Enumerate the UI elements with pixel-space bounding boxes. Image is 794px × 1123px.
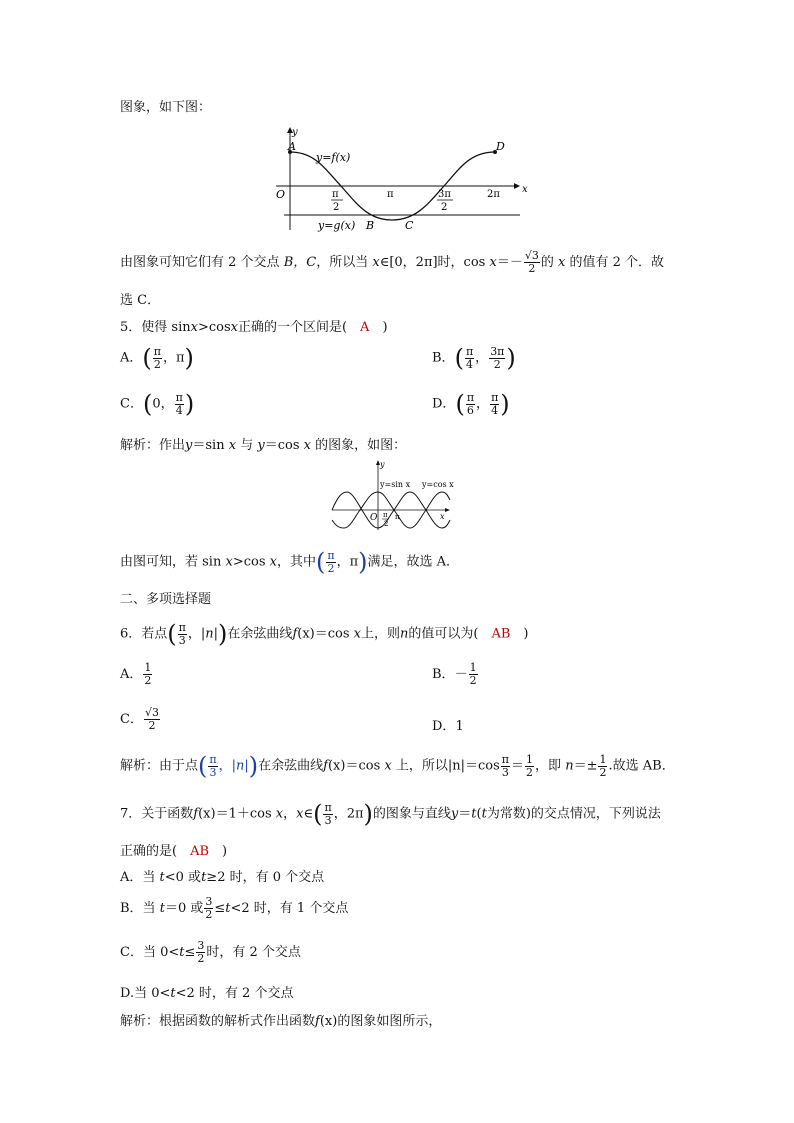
tick-pi: π [395,513,400,521]
var-x: x [558,255,566,270]
text: 由图象可知它们有 2 个交点 [120,255,280,270]
text: ∈[0，2π]时，cos [379,255,486,270]
label-x: x [440,512,445,521]
section-heading: 二、多项选择题 [120,592,212,607]
x-axis-arrow [514,183,520,189]
label-b: B [366,219,375,232]
label-o: O [276,188,286,201]
tick-pi2-num: π [332,189,339,200]
label-y: y [380,460,385,469]
option-7d: D.当 0<t<2 时，有 2 个交点 [120,986,294,1001]
label-x: x [522,184,528,195]
points-bc: B，C [283,255,317,270]
solution-5: 解析：作出y＝sin x 与 y＝cos x 的图象，如图： [120,438,407,453]
question-7: 7．关于函数f(x)＝1＋cos x，x∈( $\frac{\pi}{3}$ ，2π)的图象与直线y＝t(t为常数)的交点情况，下列说法 [120,800,661,828]
var-x: x [372,255,380,270]
answer-6: AB [491,626,511,642]
label-f: y=f(x) [316,151,351,164]
answer-5: A [360,320,370,335]
tick-pi2-den: 2 [333,202,340,213]
answer-7: AB [190,844,210,859]
paragraph-5-conclusion: 由图可知，若 sin x>cos x，其中( $\frac{\pi}{2}$ ，π)满足，故选 A． [120,548,460,576]
var-x: x [489,255,497,270]
option-5c: C．(0， $\frac{\pi}{4}$ ) [120,390,195,418]
text: 的值有 2 个．故 [569,255,665,270]
paragraph-conclusion: 选 C． [120,293,161,308]
question-7-cont: 正确的是( AB ) [120,844,228,859]
solution-7: 解析：根据函数的解析式作出函数f(x)的图象如图所示， [120,1014,442,1029]
option-6d: D．1 [432,719,464,734]
option-7a: A．当 t<0 或t≥2 时，有 0 个交点 [120,870,325,885]
label-y: y [292,127,298,138]
label-cos: y=cos x [422,480,454,489]
option-7c: C．当 0<t≤ $\frac{3}{2}$ 时，有 2 个交点 [120,939,301,965]
option-6b: B．－ $\frac{1}{2}$ [432,661,477,687]
option-5d: D．( $\frac{\pi}{6}$ ， $\frac{\pi}{4}$ ) [432,390,510,418]
tick-3pi2-den: 2 [441,202,448,213]
option-6a: A． $\frac{1}{2}$ [120,661,152,687]
label-d: D [496,140,505,153]
tick-2pi: 2π [487,189,500,200]
label-a: A [288,140,296,153]
tick-pi2-den: 2 [384,520,389,528]
question-5: 5．使得 sinx>cosx正确的一个区间是( A ) [120,320,388,335]
solution-6: 解析：由于点( $\frac{\pi}{3}$ ，|n|)在余弦曲线f(x)＝cos x 上，所以|n|＝cos $\frac{\pi}{3}$ ＝ $\frac{1}{2}$ ，即 n＝± $\frac{1}{2}$ .故选 AB． [120,752,675,780]
label-o: O [370,513,378,523]
text: 的 [540,255,554,270]
option-7b: B．当 t＝0 或 $\frac{3}{2}$ ≤t<2 时，有 1 个交点 [120,895,349,921]
label-g: y=g(x) [318,219,356,232]
text: ，所以当 [316,255,369,270]
label-c: C [405,219,414,232]
tick-pi2-num: π [383,511,388,519]
tick-3pi2-num: 3π [438,189,451,200]
figure-sin-cos-graph [330,458,460,534]
figure-cos-graph [270,122,530,234]
text: ＝－ [496,255,523,270]
question-6: 6．若点( $\frac{\pi}{3}$ ，|n|)在余弦曲线f(x)＝cos x上，则n的值可以为( AB ) [120,620,529,648]
option-5a: A．( $\frac{\pi}{2}$ ，π) [120,344,194,372]
option-6c: C． $\frac{√3}{2}$ [120,706,159,732]
paragraph-intersection [120,250,664,275]
option-5b: B．( $\frac{\pi}{4}$ ， $\frac{3\pi}{2}$ ) [432,344,516,372]
fraction-sqrt3-2: $\frac{√3}{2}$ [524,249,539,275]
tick-pi: π [387,189,394,200]
intro-text: 图象，如下图： [120,100,212,115]
label-sin: y=sin x [380,480,411,489]
